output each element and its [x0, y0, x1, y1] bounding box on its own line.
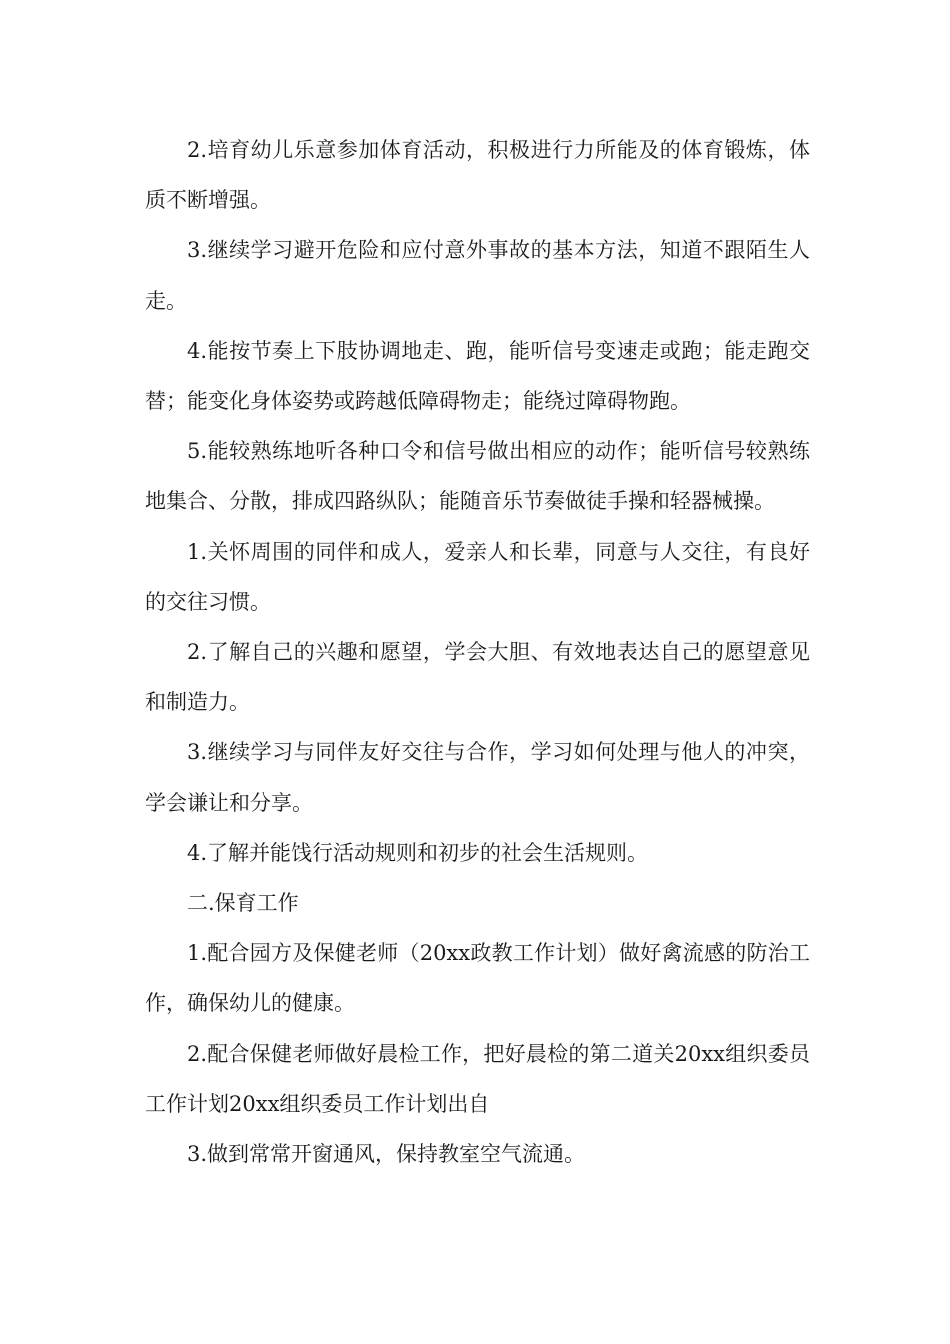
- paragraph: 2.配合保健老师做好晨检工作，把好晨检的第二道关20xx组织委员工作计划20xx组织委员工作计划出自: [145, 1041, 810, 1116]
- paragraph: 4.了解并能饯行活动规则和初步的社会生活规则。: [187, 840, 649, 865]
- paragraph: 1.配合园方及保健老师（20xx政教工作计划）做好禽流感的防治工作，确保幼儿的健康。: [145, 941, 810, 1016]
- paragraph: 2.培育幼儿乐意参加体育活动，积极进行力所能及的体育锻炼，体质不断增强。: [145, 138, 810, 213]
- paragraph: 3.继续学习与同伴友好交往与合作，学习如何处理与他人的冲突，学会谦让和分享。: [145, 740, 810, 815]
- paragraph: 3.继续学习避开危险和应付意外事故的基本方法，知道不跟陌生人走。: [145, 238, 810, 313]
- paragraph: 1.关怀周围的同伴和成人，爱亲人和长辈，同意与人交往，有良好的交往习惯。: [145, 539, 810, 614]
- document-body: [145, 125, 810, 1179]
- section-heading: 二.保育工作: [187, 891, 299, 916]
- paragraph: 3.做到常常开窗通风，保持教室空气流通。: [187, 1142, 586, 1167]
- paragraph: 2.了解自己的兴趣和愿望，学会大胆、有效地表达自己的愿望意见和制造力。: [145, 640, 810, 715]
- paragraph: 4.能按节奏上下肢协调地走、跑，能听信号变速走或跑；能走跑交替；能变化身体姿势或跨越低障碍物走；能绕过障碍物跑。: [145, 338, 810, 414]
- paragraph: 5.能较熟练地听各种口令和信号做出相应的动作；能听信号较熟练地集合、分散，排成四路纵队；能随音乐节奏做徒手操和轻器械操。: [145, 439, 810, 514]
